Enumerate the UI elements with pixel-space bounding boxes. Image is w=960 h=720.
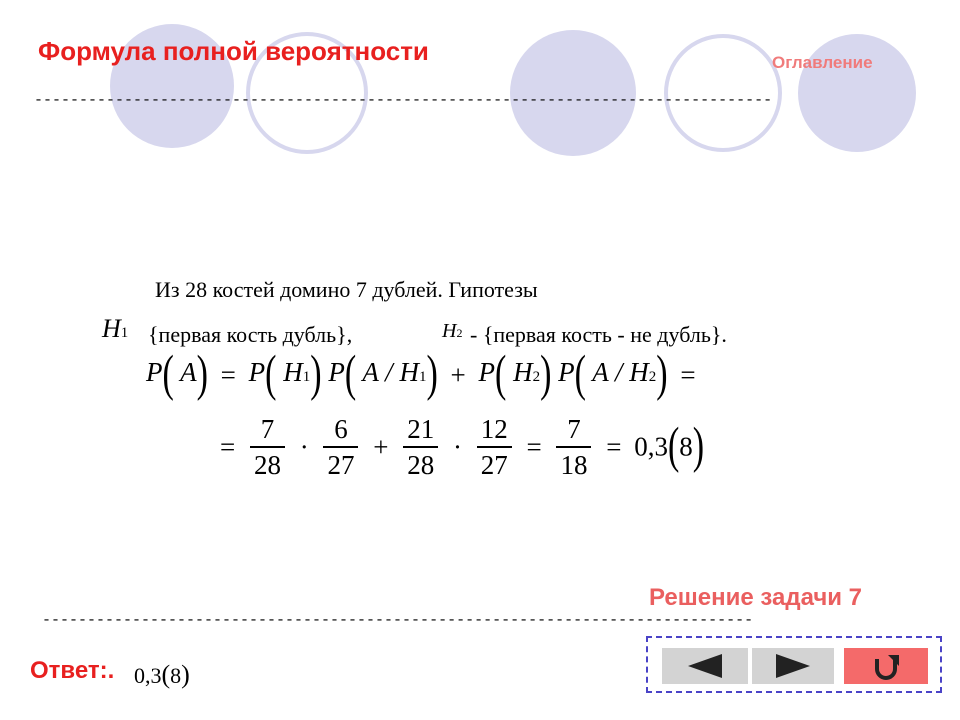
paren: ) — [426, 346, 438, 402]
plus: + — [450, 359, 466, 390]
denominator: 18 — [560, 450, 588, 480]
symbol-h: H — [399, 357, 419, 388]
numerator: 7 — [556, 412, 591, 448]
problem-text: Из 28 костей домино 7 дублей. Гипотезы — [155, 277, 538, 302]
fraction — [403, 412, 438, 482]
slash: / — [615, 357, 623, 388]
paren: ) — [656, 346, 668, 402]
h1-symbol — [102, 314, 128, 344]
return-button[interactable] — [844, 648, 928, 684]
paren: ) — [310, 346, 322, 402]
symbol-a: A — [362, 357, 379, 388]
paren: ( — [495, 346, 507, 402]
numerator: 21 — [403, 412, 438, 448]
fraction — [323, 412, 358, 482]
toc-link[interactable]: Оглавление — [772, 53, 873, 72]
paren: ( — [574, 346, 586, 402]
equals: = — [606, 431, 622, 462]
equals: = — [220, 431, 236, 462]
page-title: Формула полной вероятности — [38, 36, 429, 66]
answer-label: Ответ:. — [30, 657, 115, 684]
h-letter: H — [102, 314, 121, 343]
multiply-dot: · — [452, 431, 462, 462]
formula-calculation — [214, 412, 704, 482]
symbol-a: A — [180, 357, 197, 388]
subscript: 2 — [532, 369, 541, 386]
paren: ( — [667, 418, 680, 474]
symbol-p: P — [558, 357, 575, 388]
prev-slide-button[interactable] — [662, 648, 748, 684]
plus: + — [373, 431, 389, 462]
paren: ) — [540, 346, 552, 402]
symbol-h: H — [283, 357, 303, 388]
symbol-p: P — [146, 357, 163, 388]
symbol-p: P — [248, 357, 266, 388]
paren: ( — [265, 346, 277, 402]
equals: = — [220, 359, 236, 390]
h1-description: {первая кость дубль}, — [148, 322, 353, 347]
h-letter: H — [442, 320, 457, 342]
slash: / — [385, 357, 393, 388]
fraction — [250, 412, 285, 482]
denominator: 28 — [407, 450, 435, 480]
return-icon — [871, 651, 901, 681]
subscript: 1 — [120, 325, 129, 341]
multiply-dot: · — [299, 431, 309, 462]
h2-symbol — [442, 320, 462, 343]
symbol-h: H — [513, 357, 533, 388]
next-slide-button[interactable] — [752, 648, 834, 684]
divider-top: ---------------------------------------------------------------------------------- — [34, 92, 773, 109]
result-period: 8 — [679, 431, 693, 462]
paren: ( — [344, 346, 357, 402]
symbol-p: P — [328, 357, 345, 388]
subscript: 2 — [648, 369, 657, 386]
symbol-h: H — [629, 357, 649, 388]
h2-description: - {первая кость - не дубль}. — [470, 322, 727, 347]
divider-bottom: ------------------------------------------------------------------------------- — [42, 612, 754, 629]
paren: ( — [161, 660, 171, 689]
denominator: 27 — [480, 450, 508, 480]
numerator: 7 — [250, 412, 285, 448]
solution-link[interactable]: Решение задачи 7 — [649, 584, 863, 611]
symbol-a: A — [592, 357, 609, 388]
arrow-left-icon — [685, 652, 725, 680]
denominator: 28 — [253, 450, 281, 480]
subscript: 2 — [456, 326, 463, 340]
answer-value — [134, 660, 190, 690]
fraction — [556, 412, 591, 482]
answer-period: 8 — [170, 663, 182, 688]
denominator: 27 — [327, 450, 355, 480]
equals: = — [526, 431, 542, 462]
paren: ( — [162, 346, 174, 402]
subscript: 1 — [302, 369, 311, 386]
arrow-right-icon — [773, 652, 813, 680]
paren: ) — [692, 418, 705, 474]
fraction — [477, 412, 512, 482]
numerator: 6 — [323, 412, 358, 448]
symbol-p: P — [478, 357, 495, 388]
paren: ) — [181, 660, 190, 689]
equals: = — [680, 359, 696, 390]
answer-integer-part: 0,3 — [134, 663, 162, 688]
subscript: 1 — [418, 369, 427, 386]
result-integer-part: 0,3 — [634, 431, 668, 462]
formula-total-probability — [146, 346, 702, 402]
paren: ) — [196, 346, 208, 402]
numerator: 12 — [477, 412, 512, 448]
navigation-panel — [646, 636, 942, 693]
